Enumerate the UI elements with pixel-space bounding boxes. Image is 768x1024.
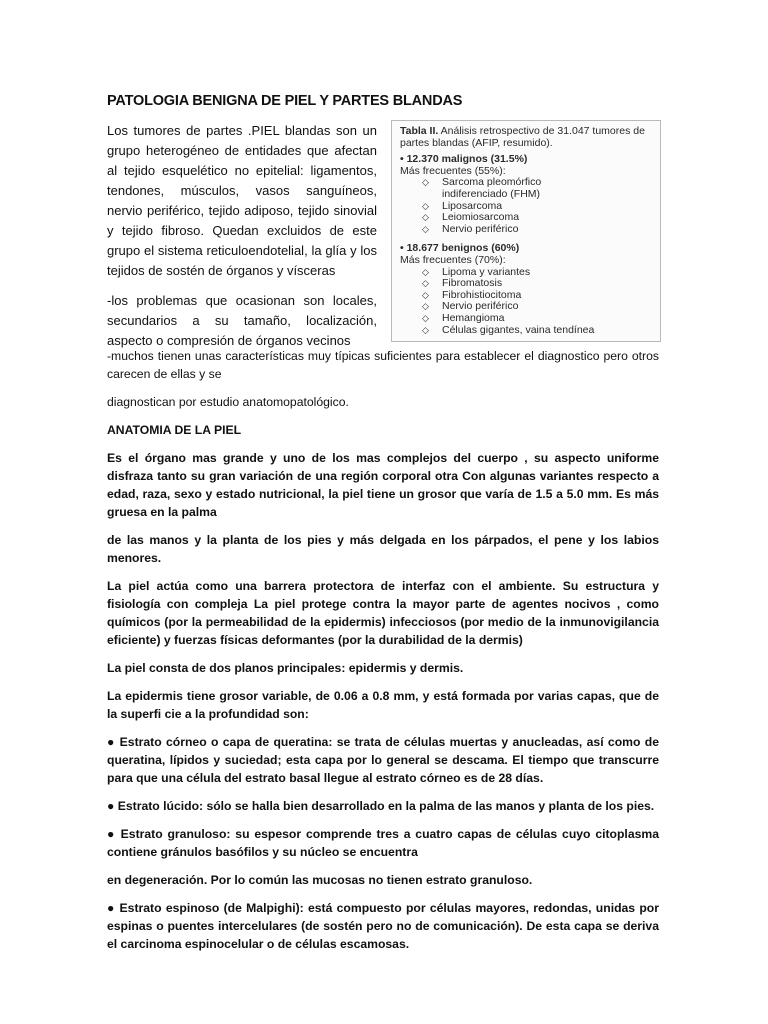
section-heading: ANATOMIA DE LA PIEL — [107, 423, 242, 437]
list-item-continuation: indiferenciado (FHM) — [442, 187, 541, 200]
section-paragraph: Es el órgano mas grande y uno de los mas complejos del cuerpo , su aspecto uniforme disfraza tanto su gran variación de una región corporal otra Con algunas variantes respecto a edad, raza, sexo y estado nutricional, la piel tiene un grosor que varía de 1.5 a 5.0 mm. Es más gruesa en la palma — [107, 451, 659, 519]
section-paragraph: de las manos y la planta de los pies y más delgada en los párpados, el pene y los labios menores. — [107, 533, 659, 565]
malign-group-sub: Más frecuentes (55%): — [400, 164, 506, 177]
list-item-text: Fibrohistiocitoma — [442, 288, 522, 301]
section-paragraph: ● Estrato espinoso (de Malpighi): está compuesto por células mayores, redondas, unidas por espinas o puentes intercelulares (de sostén pero no de comunicación). De esta capa se deriva el carcinoma espinocelular o de células escamosas. — [107, 901, 659, 951]
malign-group-head: • 12.370 malignos (31.5%) — [400, 153, 528, 166]
table-caption — [400, 126, 652, 149]
list-item-text: Sarcoma pleomórfico — [442, 176, 542, 189]
benign-group-sub: Más frecuentes (70%): — [400, 253, 506, 266]
section-paragraph: La piel consta de dos planos principales: epidermis y dermis. — [107, 661, 464, 675]
list-item-text: Nervio periférico — [442, 300, 519, 313]
list-item — [422, 224, 652, 236]
benign-list — [400, 267, 652, 337]
list-item-text: Lipoma y variantes — [442, 265, 531, 278]
page-title: PATOLOGIA BENIGNA DE PIEL Y PARTES BLANDAS — [107, 93, 463, 109]
table-label: Tabla II. — [400, 125, 439, 137]
section-paragraph: ● Estrato córneo o capa de queratina: se trata de células muertas y anucleadas, así como de queratina, lípidos y suciedad; esta capa por lo general se descama. El tiempo que transcurre para que una célula del estrato basal llegue al estrato córneo es de 28 días. — [107, 735, 659, 785]
list-item-text: Hemangioma — [442, 311, 505, 324]
benign-group-head: • 18.677 benignos (60%) — [400, 242, 520, 255]
intro-column — [107, 121, 377, 361]
body-paragraph: -muchos tienen unas características muy típicas suficientes para establecer el diagnostico pero otros carecen de ellas y se — [107, 349, 659, 381]
section-paragraph: ● Estrato granuloso: su espesor comprende tres a cuatro capas de células cuyo citoplasma contiene gránulos basófilos y su núcleo se encuentra — [107, 827, 659, 859]
intro-paragraph: Los tumores de partes .PIEL blandas son un grupo heterogéneo de entidades que afectan al tejido esquelético no epitelial: ligamentos, tendones, músculos, vasos sanguíneos, nervio periférico, tejido adiposo, tejido sinovial y tejido fibroso. Quedan excluidos de este grupo el sistema reticuloendotelial, la glía y los tejidos de sostén de órganos y vísceras — [107, 123, 377, 278]
list-item-text: Fibromatosis — [442, 277, 503, 290]
list-item-text: Liposarcoma — [442, 199, 503, 212]
body-text — [107, 347, 659, 963]
list-item — [422, 325, 652, 337]
intro-paragraph: -los problemas que ocasionan son locales, secundarios a su tamaño, localización, aspecto o compresión de órganos vecinos — [107, 293, 377, 348]
section-paragraph: La piel actúa como una barrera protectora de interfaz con el ambiente. Su estructura y fisiología con compleja La piel protege contra la mayor parte de agentes nocivos , como químicos (por la permeabilidad de la epidermis) infecciosos (por medio de la inmunovigilancia eficiente) y fuerzas físicas deformantes (por la durabilidad de la dermis) — [107, 579, 659, 647]
section-paragraph: La epidermis tiene grosor variable, de 0.06 a 0.8 mm, y está formada por varias capas, que de la superfi cie a la profundidad son: — [107, 689, 659, 721]
section-paragraph: en degeneración. Por lo común las mucosas no tienen estrato granuloso. — [107, 873, 533, 887]
section-paragraph: ● Estrato lúcido: sólo se halla bien desarrollado en la palma de las manos y planta de los pies. — [107, 799, 655, 813]
body-paragraph: diagnostican por estudio anatomopatológico. — [107, 395, 349, 409]
table-caption-text: Análisis retrospectivo de 31.047 tumores de partes blandas (AFIP, resumido). — [400, 125, 645, 149]
list-item — [422, 177, 652, 189]
malign-list — [400, 177, 652, 235]
list-item-text: Nervio periférico — [442, 222, 519, 235]
table-figure — [391, 120, 661, 342]
list-item-text: Leiomiosarcoma — [442, 211, 520, 224]
list-item-text: Células gigantes, vaina tendínea — [442, 323, 595, 336]
